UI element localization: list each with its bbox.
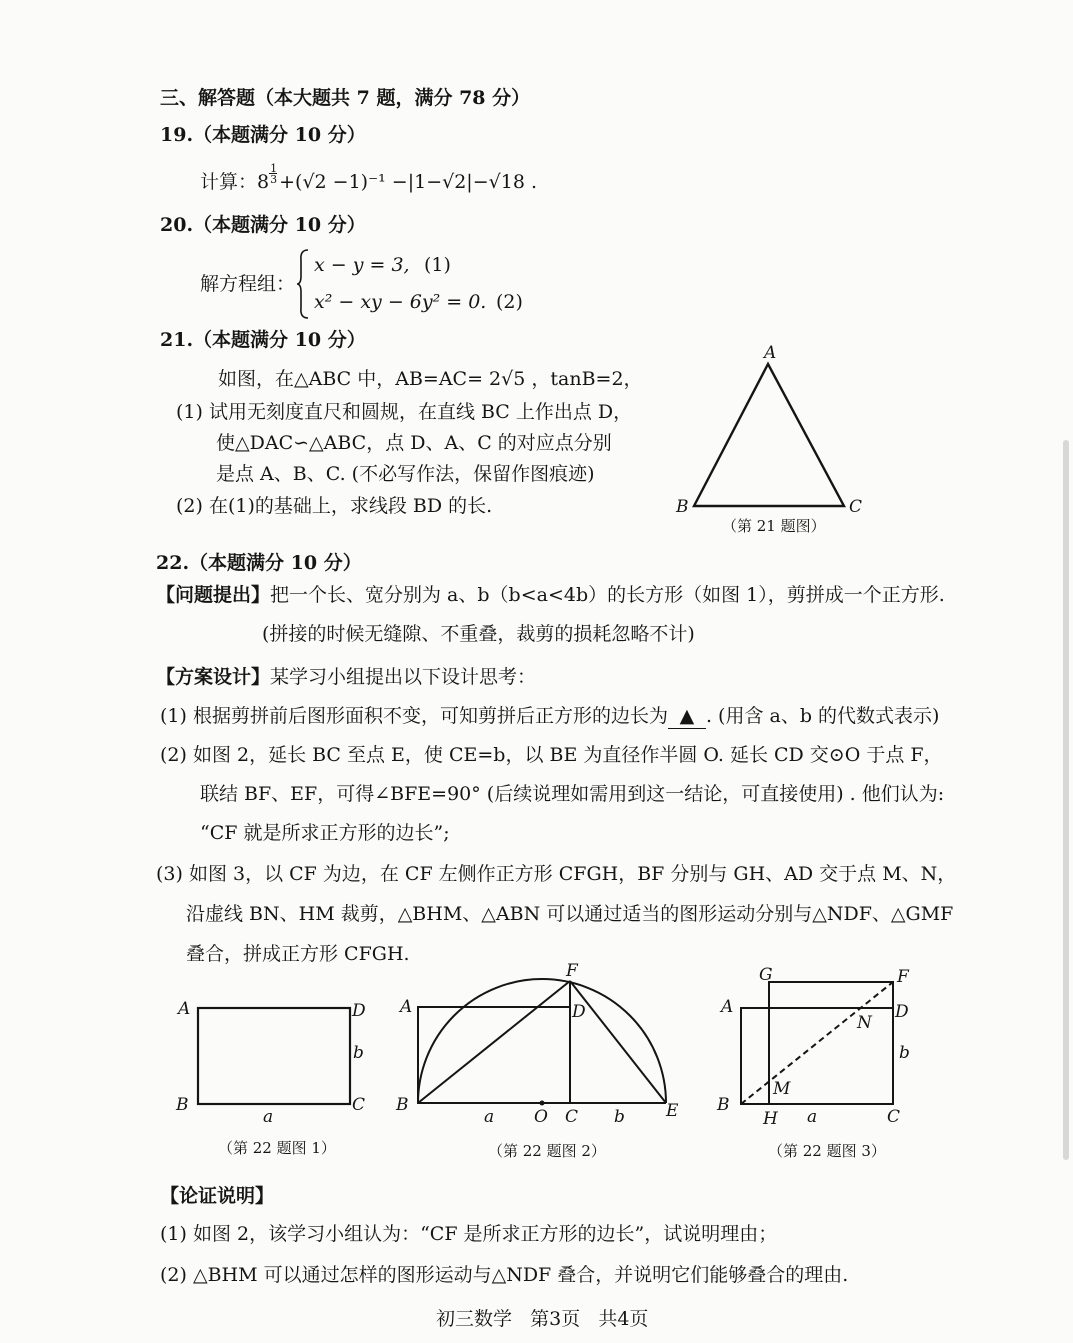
q20-prompt: 解方程组：: [200, 273, 296, 295]
q22-problem-note: (拼接的时候无缝隙、不重叠，裁剪的损耗忽略不计): [262, 623, 695, 645]
q22-problem-tag: 【问题提出】: [156, 584, 271, 606]
fig1-label-d: D: [352, 1001, 366, 1021]
fig1-label-a-side: a: [263, 1107, 274, 1127]
q19-exp-den: 3: [270, 172, 278, 186]
q22-design-3-line1: (3) 如图 3，以 CF 为边，在 CF 左侧作正方形 CFGH，BF 分别与 GH、AD 交于点 M、N，: [156, 863, 957, 885]
fig3-label-b-side: b: [899, 1043, 910, 1063]
q22-design-3-line2: 沿虚线 BN、HM 裁剪，△BHM、△ABN 可以通过适当的图形运动分别与△NDF、△GMF: [186, 903, 954, 925]
fig3-label-n: N: [857, 1013, 872, 1033]
q22-d1-text: (1) 根据剪拼前后图形面积不变，可知剪拼后正方形的边长为: [160, 705, 668, 727]
page-footer: 初三数学 第3页 共4页: [436, 1308, 649, 1330]
fig3-label-g: G: [759, 965, 773, 985]
scrollbar[interactable]: [1063, 440, 1069, 1160]
fig3-label-d: D: [895, 1002, 909, 1022]
q20-eq2: x² − xy − 6y² = 0.: [314, 291, 487, 313]
q22-design-tag: 【方案设计】: [156, 666, 271, 688]
q22-proof-1: (1) 如图 2，该学习小组认为：“CF 是所求正方形的边长”，试说明理由；: [160, 1223, 778, 1245]
fig1-label-a-pt: A: [178, 999, 191, 1019]
q21-title: 21.（本题满分 10 分）: [160, 329, 366, 351]
q21-part1-line3: 是点 A、B、C. (不必写作法，保留作图痕迹): [216, 463, 595, 485]
q20-eq1: x − y = 3,: [314, 254, 410, 276]
q19-expression: [200, 161, 537, 194]
q22-d1-blank: ▲: [668, 704, 706, 729]
fig2-label-d: D: [572, 1002, 586, 1022]
fig3-label-c: C: [887, 1107, 901, 1127]
fig2-label-a-pt: A: [400, 997, 413, 1017]
q21-part2: (2) 在(1)的基础上，求线段 BD 的长.: [176, 495, 493, 517]
fig2-label-e: E: [666, 1101, 679, 1121]
q22-design: [156, 665, 536, 689]
q21-caption: （第 21 题图）: [722, 517, 826, 535]
label-b: B: [676, 497, 689, 517]
q19-exp-num: 1: [270, 161, 278, 175]
fig1-rectangle: [198, 1008, 350, 1104]
q20-eq2-tag: (2): [496, 291, 523, 313]
q22-design-2-line3: “CF 就是所求正方形的边长”;: [200, 822, 450, 844]
q22-fig2-caption: （第 22 题图 2）: [488, 1142, 606, 1160]
q20-title: 20.（本题满分 10 分）: [160, 214, 366, 236]
q21-part1-line2: 使△DAC∽△ABC，点 D、A、C 的对应点分别: [216, 432, 612, 454]
q20-brace: [296, 248, 310, 320]
q22-fig1-caption: （第 22 题图 1）: [218, 1139, 336, 1157]
fig2-label-b-pt: B: [396, 1095, 409, 1115]
q22-figure-3: [715, 962, 940, 1132]
fig2-label-b-side: b: [614, 1107, 625, 1127]
section-title: 三、解答题（本大题共 7 题，满分 78 分）: [160, 87, 531, 109]
fig2-label-a-side: a: [484, 1107, 495, 1127]
fig3-label-a-side: a: [807, 1107, 818, 1127]
q22-design-2-line2: 联结 BF、EF，可得∠BFE=90° (后续说理如需用到这一结论，可直接使用) . 他们认为:: [200, 783, 945, 805]
q22-design-3-line3: 叠合，拼成正方形 CFGH.: [186, 943, 410, 965]
q22-design-1: [160, 704, 939, 729]
q19-base: 8: [257, 171, 270, 193]
q22-design-2-line1: (2) 如图 2，延长 BC 至点 E，使 CE=b，以 BE 为直径作半圆 O. 延长 CD 交⊙O 于点 F，: [160, 744, 943, 766]
q20-eq1-tag: (1): [424, 254, 451, 276]
q21-intro: 如图，在△ABC 中，AB=AC= 2√5 ，tanB=2，: [218, 368, 643, 390]
fig2-segment-ef: [570, 981, 666, 1103]
fig3-label-m: M: [773, 1079, 791, 1099]
fig2-label-o: O: [534, 1107, 548, 1127]
label-a: A: [764, 343, 777, 363]
fig2-label-c: C: [565, 1107, 579, 1127]
q22-problem-text: 把一个长、宽分别为 a、b（b<a<4b）的长方形（如图 1），剪拼成一个正方形.: [270, 584, 945, 606]
fig2-center-point: [540, 1101, 545, 1106]
triangle-abc: [694, 364, 844, 506]
fig1-label-b-pt: B: [176, 1095, 189, 1115]
q22-fig3-caption: （第 22 题图 3）: [768, 1142, 886, 1160]
fig2-semicircle: [418, 979, 666, 1103]
fig3-label-a-pt: A: [721, 997, 734, 1017]
fig1-label-b-side: b: [353, 1043, 364, 1063]
q19-rest: +(√2 −1)⁻¹ −|1−√2|−√18 .: [279, 171, 537, 193]
q19-prompt: 计算：: [200, 171, 258, 193]
fig2-segment-bf: [418, 981, 570, 1103]
fig3-label-b-pt: B: [717, 1095, 730, 1115]
fig2-label-f: F: [566, 961, 578, 981]
fig3-label-h: H: [763, 1109, 778, 1129]
q22-problem: [156, 583, 945, 607]
fig3-dashed-bf: [741, 982, 893, 1104]
q21-part1-line1: (1) 试用无刻度直尺和圆规，在直线 BC 上作出点 D，: [176, 401, 633, 423]
q22-design-text: 某学习小组提出以下设计思考：: [270, 666, 537, 688]
fig1-label-c: C: [352, 1095, 366, 1115]
label-c: C: [849, 497, 863, 517]
fig2-rectangle: [418, 1007, 570, 1103]
q21-triangle-figure: [660, 340, 880, 520]
q22-proof-tag: 【论证说明】: [160, 1185, 275, 1207]
q19-title: 19.（本题满分 10 分）: [160, 124, 366, 146]
fig3-label-f: F: [897, 967, 909, 987]
q22-title: 22.（本题满分 10 分）: [156, 552, 362, 574]
q22-d1-tail: . (用含 a、b 的代数式表示): [705, 705, 940, 727]
q22-proof-2: (2) △BHM 可以通过怎样的图形运动与△NDF 叠合，并说明它们能够叠合的理由.: [160, 1264, 849, 1286]
q22-figure-2: [394, 960, 694, 1135]
q22-figure-1: [170, 990, 380, 1130]
